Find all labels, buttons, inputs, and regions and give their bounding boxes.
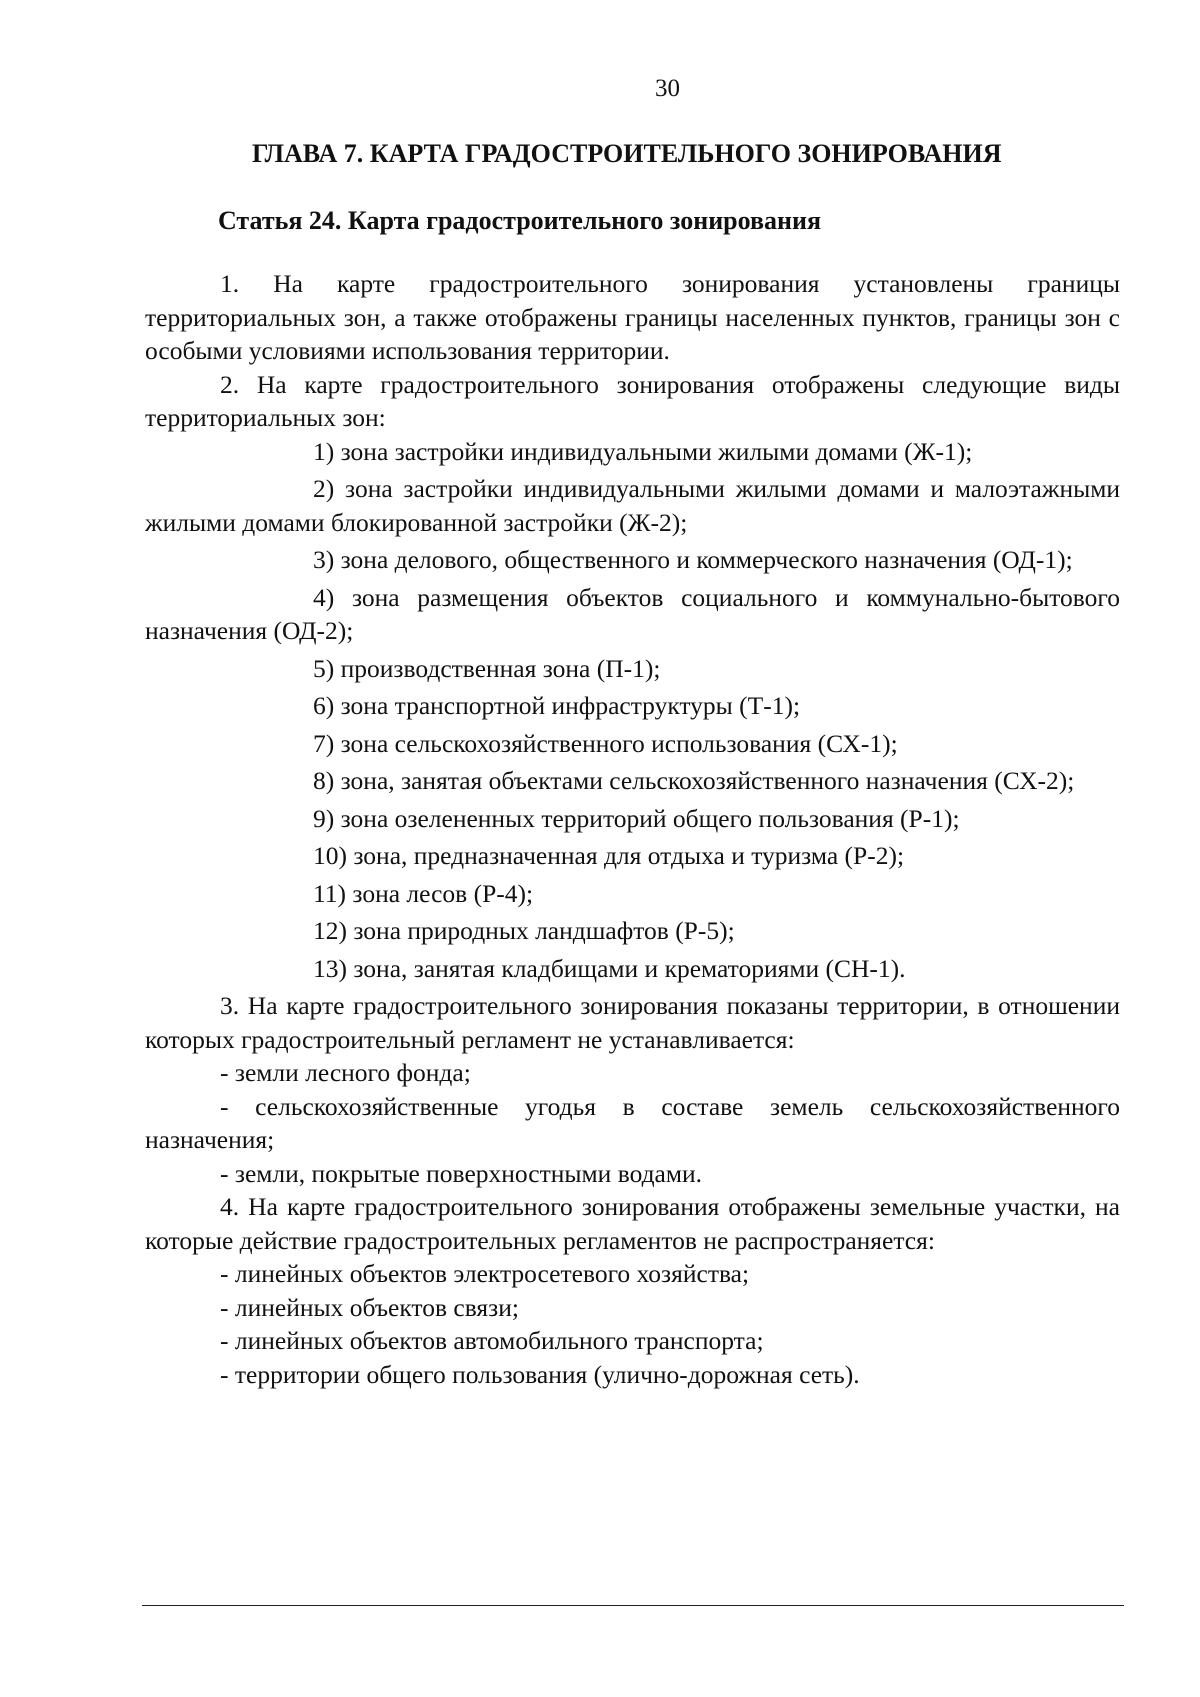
- footer-divider: [142, 1605, 1124, 1606]
- list-item-text: зона озелененных территорий общего пользования (Р-1);: [340, 803, 960, 833]
- list-item: [145, 839, 1120, 873]
- list-item-text: зона застройки индивидуальными жилыми домами и малоэтажными жилыми домами блокированной застройки (Ж-2);: [145, 474, 1121, 537]
- article-title: Статья 24. Карта градостроительного зонирования: [218, 206, 822, 235]
- list-item: - линейных объектов автомобильного транспорта;: [145, 1324, 1120, 1358]
- list-item: - линейных объектов связи;: [145, 1291, 1120, 1325]
- paragraph-3: 3. На карте градостроительного зонирования показаны территории, в отношении которых градостроительный регламент не устанавливается:: [145, 991, 1120, 1054]
- list-item-number: 3): [313, 545, 335, 574]
- list-item: - линейных объектов электросетевого хозяйства;: [145, 1257, 1120, 1291]
- list-item-number: 9): [313, 803, 335, 833]
- list-item: - сельскохозяйственные угодья в составе земель сельскохозяйственного назначения;: [145, 1090, 1120, 1157]
- list-item-text: зона транспортной инфраструктуры (Т-1);: [340, 691, 801, 720]
- paragraph-4: 4. На карте градостроительного зонирования отображены земельные участки, на которые действие градостроительных регламентов не распространяется:: [145, 1192, 1120, 1255]
- list-item: [145, 435, 1120, 469]
- list-item-number: 13): [313, 953, 347, 983]
- list-item: - территории общего пользования (улично-дорожная сеть).: [145, 1358, 1120, 1392]
- list-item-text: зона, занятая объектами сельскохозяйственного назначения (СХ-2);: [340, 766, 1075, 795]
- chapter-title: ГЛАВА 7. КАРТА ГРАДОСТРОИТЕЛЬНОГО ЗОНИРОВАНИЯ: [252, 139, 1002, 168]
- list-item: [145, 689, 1120, 723]
- list-item-number: 5): [313, 653, 335, 683]
- list-item-number: 1): [313, 436, 335, 466]
- list-item-number: 4): [313, 582, 335, 612]
- list-item: [145, 472, 1120, 539]
- list-item-text: зона, занятая кладбищами и крематориями (СН-1).: [353, 953, 906, 983]
- list-item: [145, 802, 1120, 836]
- list-item-text: производственная зона (П-1);: [340, 653, 661, 683]
- list-item: - земли, покрытые поверхностными водами.: [145, 1157, 1120, 1191]
- not-applicable-list: [145, 1257, 1120, 1391]
- list-item-text: зона размещения объектов социального и коммунально-бытового назначения (ОД-2);: [145, 582, 1120, 645]
- list-item-number: 2): [313, 474, 335, 503]
- list-item-number: 7): [313, 728, 335, 758]
- list-item-number: 8): [313, 766, 335, 795]
- list-item-number: 10): [313, 841, 347, 870]
- list-item-number: 11): [313, 878, 347, 908]
- paragraph-2: 2. На карте градостроительного зонирования отображены следующие виды территориальных зон:: [145, 369, 1120, 432]
- list-item: - земли лесного фонда;: [145, 1056, 1120, 1090]
- list-item-text: зона, предназначенная для отдыха и туризма (Р-2);: [353, 841, 905, 870]
- list-item: [145, 581, 1120, 648]
- list-item-text: зона лесов (Р-4);: [352, 878, 534, 908]
- list-item-text: зона застройки индивидуальными жилыми домами (Ж-1);: [340, 436, 973, 466]
- list-item: [145, 652, 1120, 686]
- zone-list: [145, 435, 1120, 986]
- list-item: [145, 543, 1120, 577]
- list-item: [145, 727, 1120, 761]
- list-item-text: зона природных ландшафтов (Р-5);: [353, 916, 735, 945]
- no-regulation-list: [145, 1056, 1120, 1190]
- list-item: [145, 952, 1120, 986]
- list-item: [145, 764, 1120, 798]
- article-body: [145, 267, 1120, 1391]
- list-item: [145, 877, 1120, 911]
- paragraph-1: 1. На карте градостроительного зонирования установлены границы территориальных зон, а также отображены границы населенных пунктов, границы зон с особыми условиями использования территории.: [145, 269, 1120, 365]
- list-item: [145, 914, 1120, 948]
- list-item-number: 6): [313, 691, 335, 720]
- page-number: 30: [655, 75, 680, 102]
- list-item-text: зона сельскохозяйственного использования (СХ-1);: [340, 728, 898, 758]
- list-item-text: зона делового, общественного и коммерческого назначения (ОД-1);: [340, 545, 1073, 574]
- list-item-number: 12): [313, 916, 347, 945]
